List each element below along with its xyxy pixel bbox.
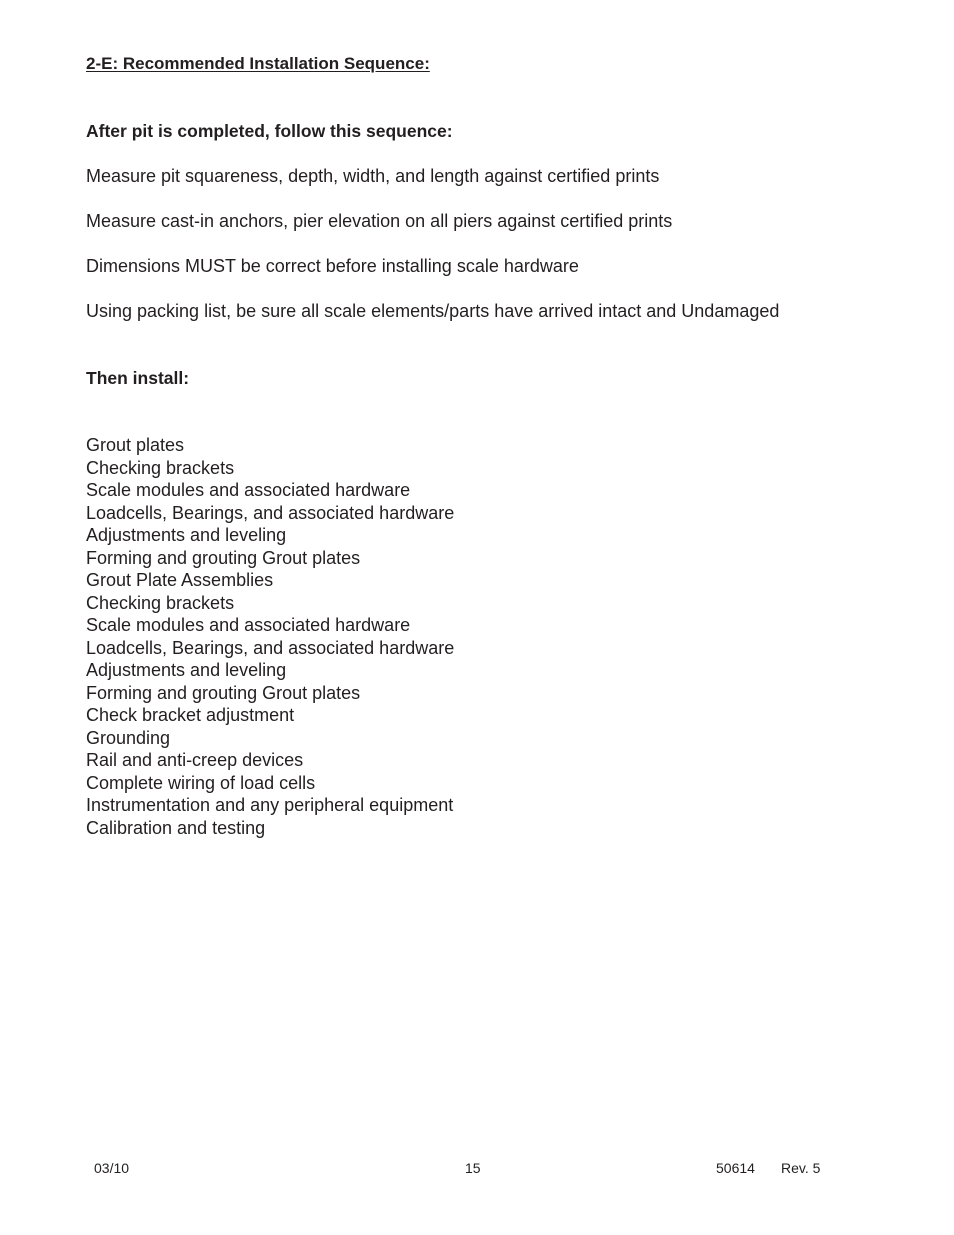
footer-page-number: 15: [465, 1160, 481, 1176]
list-item: Forming and grouting Grout plates: [86, 547, 361, 568]
list-item: Loadcells, Bearings, and associated hardware: [86, 637, 455, 658]
list-item: Grout plates: [86, 435, 185, 455]
list-item: Grout Plate Assemblies: [86, 570, 274, 590]
list-item: Loadcells, Bearings, and associated hardware: [86, 502, 455, 523]
install-heading: Then install:: [86, 368, 190, 388]
footer-doc-number: 50614: [716, 1160, 755, 1176]
list-item: Forming and grouting Grout plates: [86, 682, 361, 703]
list-item: Instrumentation and any peripheral equipment: [86, 795, 454, 815]
section-title: 2-E: Recommended Installation Sequence:: [86, 54, 430, 73]
list-item: Scale modules and associated hardware: [86, 480, 411, 500]
list-item: Calibration and testing: [86, 817, 266, 838]
install-list: [86, 434, 454, 839]
list-item: Checking brackets: [86, 592, 235, 613]
list-item: Grounding: [86, 727, 171, 748]
intro-step: Dimensions MUST be correct before installing scale hardware: [86, 256, 579, 276]
intro-step: Using packing list, be sure all scale elements/parts have arrived intact and Undamaged: [86, 301, 780, 321]
list-item: Adjustments and leveling: [86, 660, 287, 680]
intro-step: Measure pit squareness, depth, width, and length against certified prints: [86, 166, 660, 186]
intro-step: Measure cast-in anchors, pier elevation on all piers against certified prints: [86, 211, 673, 231]
list-item: Checking brackets: [86, 457, 235, 478]
list-item: Scale modules and associated hardware: [86, 615, 411, 635]
list-item: Complete wiring of load cells: [86, 772, 316, 793]
list-item: Adjustments and leveling: [86, 525, 287, 545]
list-item: Rail and anti-creep devices: [86, 750, 304, 770]
intro-heading: After pit is completed, follow this sequence:: [86, 121, 453, 141]
list-item: Check bracket adjustment: [86, 705, 295, 725]
footer-revision: Rev. 5: [781, 1160, 821, 1176]
footer-date: 03/10: [94, 1160, 130, 1176]
